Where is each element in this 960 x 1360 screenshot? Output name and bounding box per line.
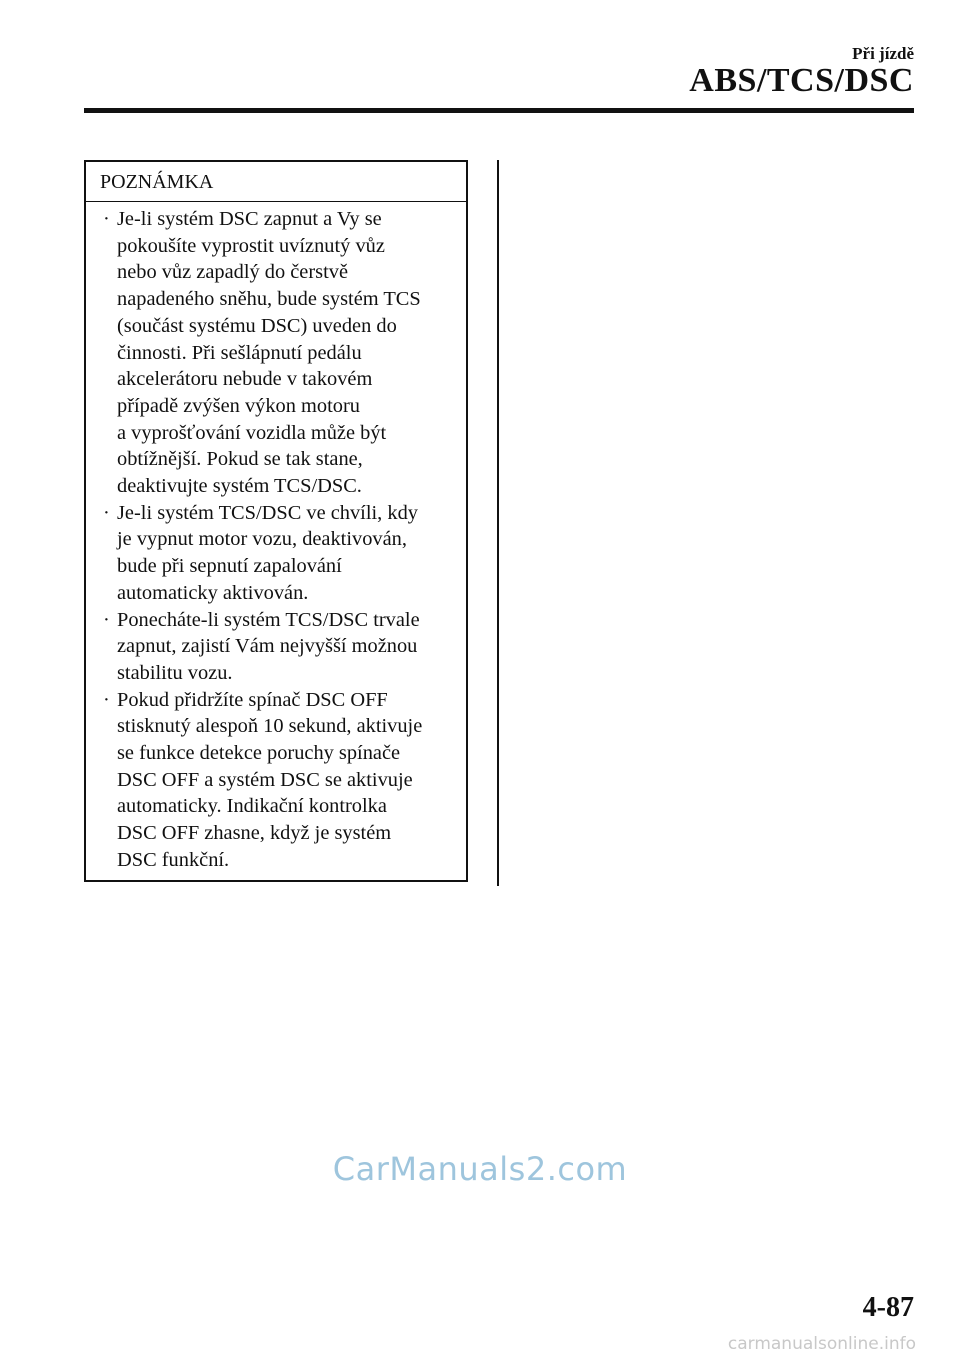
note-list [86, 202, 466, 874]
note-line: DSC OFF zhasne, když je systém [117, 822, 392, 845]
note-line: stabilitu vozu. [117, 661, 233, 684]
bullet-icon: · [103, 608, 110, 631]
note-line: deaktivujte systém TCS/DSC. [117, 475, 362, 498]
note-line: DSC funkční. [117, 848, 230, 871]
bullet-icon: · [103, 501, 110, 524]
note-list-item [86, 500, 456, 607]
note-line: obtížnější. Pokud se tak stane, [117, 448, 363, 471]
note-line: nebo vůz zapadlý do čerstvě [117, 261, 348, 284]
page-number: 4-87 [862, 1292, 914, 1323]
note-line: automaticky aktivován. [117, 581, 309, 604]
note-line: Pokud přidržíte spínač DSC OFF [117, 688, 388, 711]
note-line: činnosti. Při sešlápnutí pedálu [117, 341, 362, 364]
note-line: napadeného sněhu, bude systém TCS [117, 288, 421, 311]
note-line: pokoušíte vyprostit uvíznutý vůz [117, 234, 385, 257]
column-divider [497, 160, 499, 886]
note-line: stisknutý alespoň 10 sekund, aktivuje [117, 715, 423, 738]
note-line: se funkce detekce poruchy spínače [117, 742, 401, 765]
note-line: akcelerátoru nebude v takovém [117, 368, 373, 391]
note-line: DSC OFF a systém DSC se aktivuje [117, 768, 413, 791]
note-line: a vyprošťování vozidla může být [117, 421, 387, 444]
watermark-logo[interactable]: CarManuals2.com [332, 1150, 628, 1188]
note-line: bude při sepnutí zapalování [117, 555, 342, 578]
note-line: Je-li systém DSC zapnut a Vy se [117, 208, 382, 230]
note-title: POZNÁMKA [86, 162, 466, 202]
note-list-item [86, 206, 456, 500]
bullet-icon: · [103, 688, 110, 711]
section-subtitle: Při jízdě [852, 44, 914, 63]
note-list-item [86, 687, 456, 874]
note-line: automaticky. Indikační kontrolka [117, 795, 387, 818]
note-box [84, 160, 468, 882]
note-line: Ponecháte-li systém TCS/DSC trvale [117, 608, 420, 631]
note-line: Je-li systém TCS/DSC ve chvíli, kdy [117, 501, 418, 524]
note-line: je vypnut motor vozu, deaktivován, [117, 528, 407, 551]
footer-site-text[interactable]: carmanualsonline.info [727, 1334, 916, 1354]
note-line: zapnut, zajistí Vám nejvyšší možnou [117, 635, 418, 658]
bullet-icon: · [103, 208, 110, 230]
note-list-item [86, 607, 456, 687]
header-rule [84, 108, 914, 113]
note-line: (součást systému DSC) uveden do [117, 314, 397, 337]
section-title: ABS/TCS/DSC [689, 62, 914, 99]
note-line: případě zvýšen výkon motoru [117, 394, 360, 417]
